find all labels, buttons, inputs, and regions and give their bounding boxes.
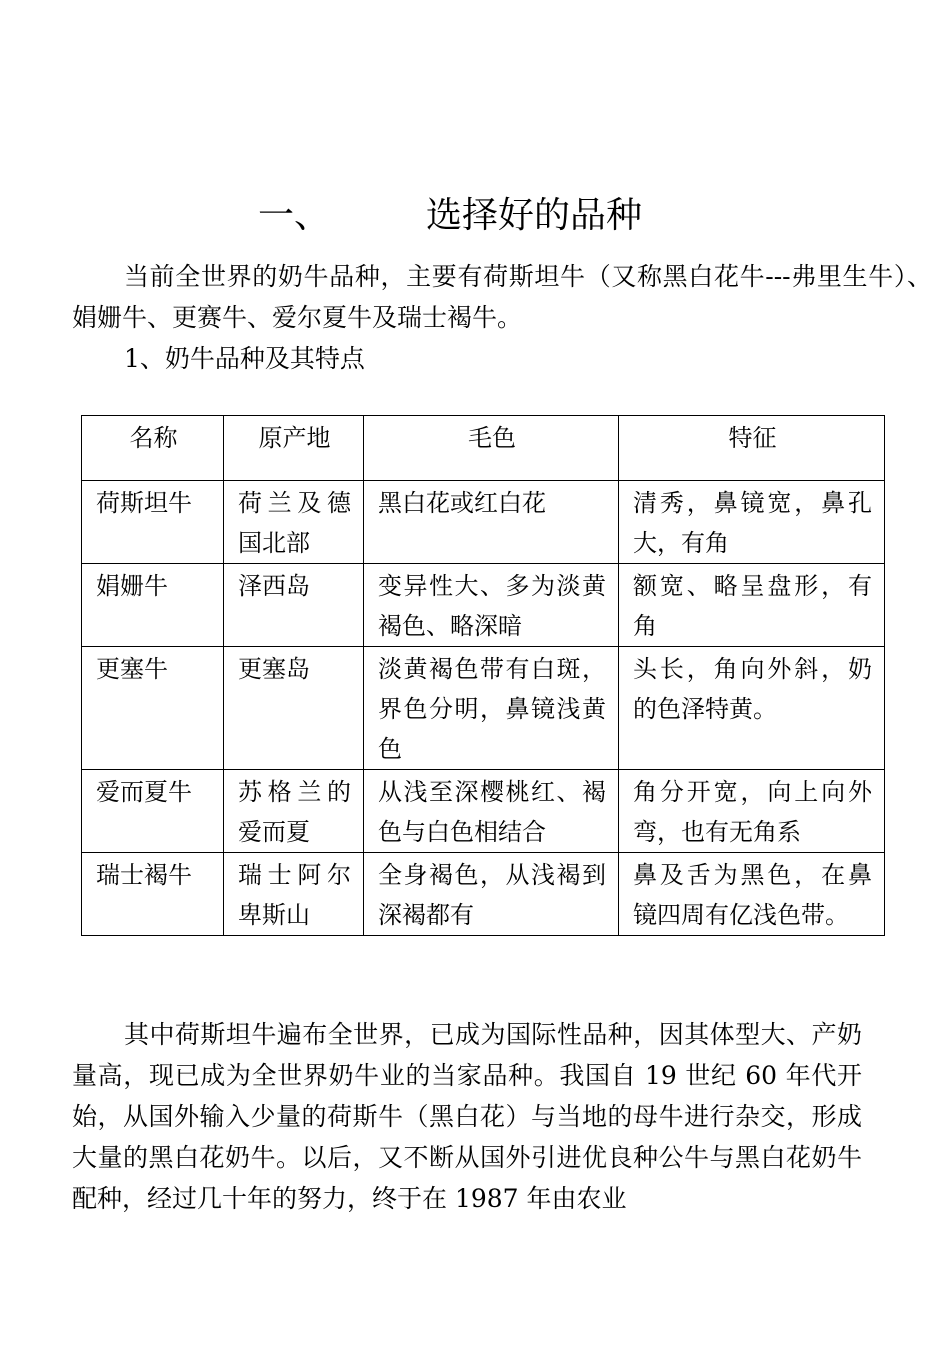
cell-color: 黑白花或红白花 [364, 481, 619, 564]
subheading: 1、奶牛品种及其特点 [124, 344, 365, 373]
header-name: 名称 [82, 416, 224, 481]
table-row [82, 853, 885, 936]
cell-origin: 瑞士阿尔卑斯山 [224, 853, 364, 936]
cell-traits: 额宽、略呈盘形，有角 [619, 564, 885, 647]
section-title: 选择好的品种 [426, 195, 643, 236]
section-heading [258, 190, 642, 242]
table-row [82, 481, 885, 564]
cell-color: 淡黄褐色带有白斑，界色分明，鼻镜浅黄色 [364, 647, 619, 770]
body-paragraph: 其中荷斯坦牛遍布全世界，已成为国际性品种，因其体型大、产奶量高，现已成为全世界奶牛业的当家品种。我国自 19 世纪 60 年代开始，从国外输入少量的荷斯牛（黑白花）与当地的母牛进行杂交，形成大量的黑白花奶牛。以后，又不断从国外引进优良种公牛与黑白花奶牛配种，经过几十年的努力，终于在 1987 年由农业 [72, 1020, 862, 1213]
cell-name: 更塞牛 [82, 647, 224, 770]
cell-name: 爱而夏牛 [82, 770, 224, 853]
intro-paragraph: 当前全世界的奶牛品种，主要有荷斯坦牛（又称黑白花牛---弗里生牛）、娟姗牛、更赛牛、爱尔夏牛及瑞士褐牛。 [72, 262, 932, 332]
header-origin: 原产地 [224, 416, 364, 481]
cell-name: 荷斯坦牛 [82, 481, 224, 564]
cell-origin: 苏格兰的爱而夏 [224, 770, 364, 853]
cell-color: 全身褐色，从浅褐到深褐都有 [364, 853, 619, 936]
cell-origin: 更塞岛 [224, 647, 364, 770]
cell-color: 变异性大、多为淡黄褐色、略深暗 [364, 564, 619, 647]
cell-traits: 角分开宽，向上向外弯，也有无角系 [619, 770, 885, 853]
header-color: 毛色 [364, 416, 619, 481]
cell-name: 娟姗牛 [82, 564, 224, 647]
cell-traits: 头长，角向外斜，奶的色泽特黄。 [619, 647, 885, 770]
cell-traits: 清秀，鼻镜宽，鼻孔大，有角 [619, 481, 885, 564]
cell-origin: 荷兰及德国北部 [224, 481, 364, 564]
header-traits: 特征 [619, 416, 885, 481]
cell-origin: 泽西岛 [224, 564, 364, 647]
section-number: 一、 [258, 195, 331, 236]
table-row [82, 647, 885, 770]
breed-table [81, 415, 885, 936]
table-row [82, 564, 885, 647]
cell-traits: 鼻及舌为黑色，在鼻镜四周有亿浅色带。 [619, 853, 885, 936]
cell-name: 瑞士褐牛 [82, 853, 224, 936]
table-row [82, 770, 885, 853]
cell-color: 从浅至深樱桃红、褐色与白色相结合 [364, 770, 619, 853]
table-header-row [82, 416, 885, 481]
